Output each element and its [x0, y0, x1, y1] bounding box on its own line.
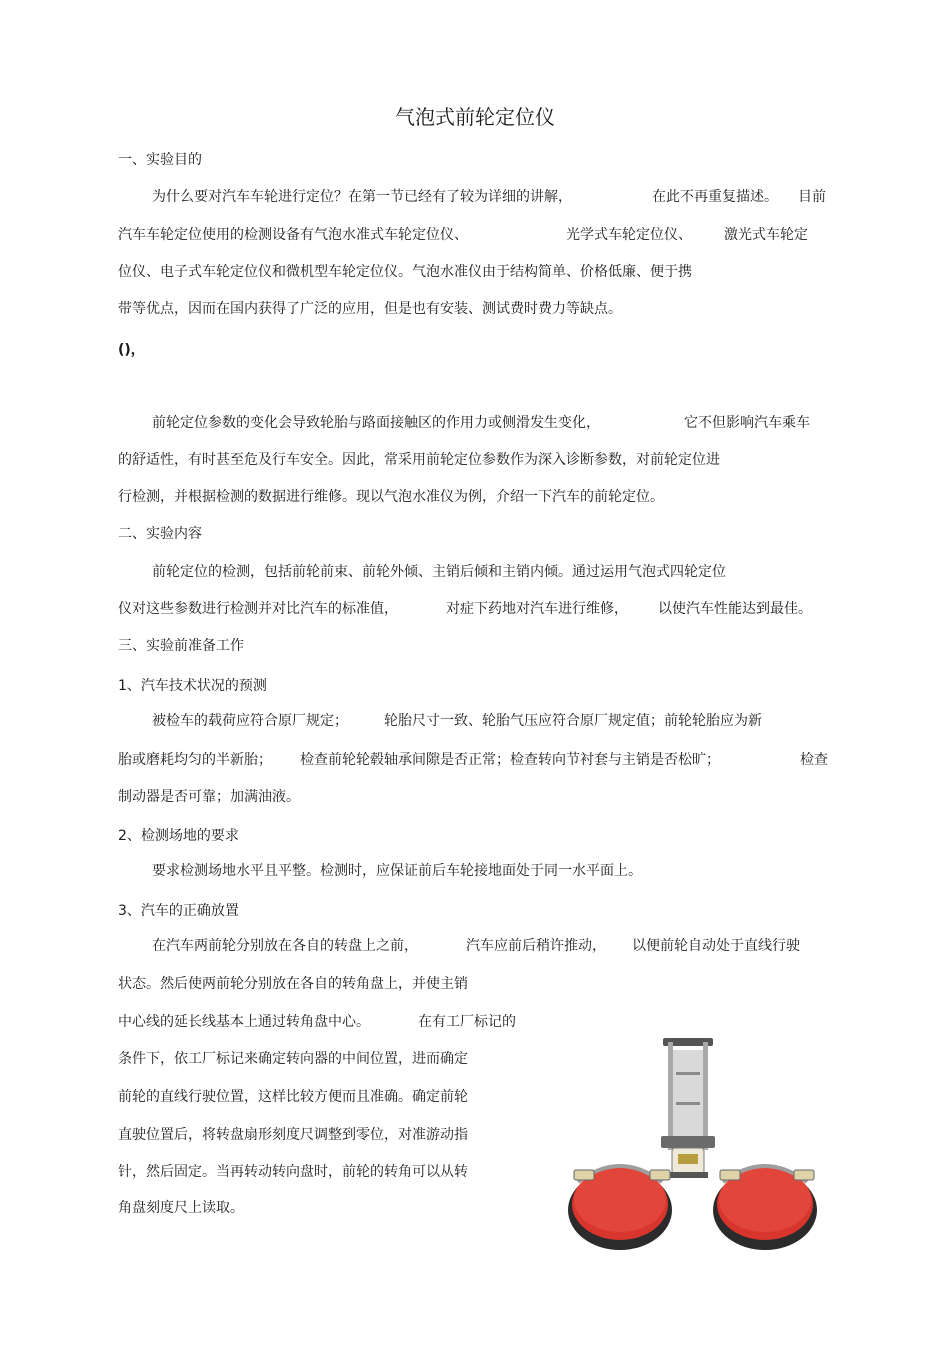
text-line: 在汽车两前轮分别放在各自的转盘上之前，: [152, 938, 418, 954]
text-line: 制动器是否可靠；加满油液。: [118, 789, 300, 805]
text-line: 激光式车轮定: [724, 227, 808, 243]
alignment-instrument-illustration: [560, 1032, 835, 1257]
text-line: 直驶位置后，将转盘扇形刻度尺调整到零位，对准游动指: [118, 1127, 468, 1143]
section-heading: 一、实验目的: [118, 152, 202, 168]
text-line: 以使汽车性能达到最佳。: [658, 601, 812, 617]
text-line: 仪对这些参数进行检测并对比汽车的标准值，: [118, 601, 398, 617]
text-line: 中心线的延长线基本上通过转角盘中心。: [118, 1014, 370, 1030]
text-line: 前轮的直线行驶位置，这样比较方便而且准确。确定前轮: [118, 1089, 468, 1105]
text-line: 汽车应前后稍许推动，: [466, 938, 606, 954]
text-line: 被检车的载荷应符合原厂规定；: [152, 713, 348, 729]
text-line: 的舒适性，有时甚至危及行车安全。因此，常采用前轮定位参数作为深入诊断参数，对前轮定位进: [118, 452, 720, 468]
text-line: 位仪、电子式车轮定位仪和微机型车轮定位仪。气泡水准仪由于结构简单、价格低廉、便于携: [118, 264, 692, 280]
text-line: 以便前轮自动处于直线行驶: [632, 938, 800, 954]
text-line: 针，然后固定。当再转动转向盘时，前轮的转角可以从转: [118, 1164, 468, 1180]
section-heading: 三、实验前准备工作: [118, 638, 244, 654]
instrument-stand: [661, 1038, 715, 1178]
turntable-left: [568, 1166, 672, 1250]
text-line: 目前: [798, 189, 826, 205]
text-line: 前轮定位的检测，包括前轮前束、前轮外倾、主销后倾和主销内倾。通过运用气泡式四轮定位: [152, 564, 726, 580]
text-line: 在此不再重复描述。: [652, 189, 778, 205]
subsection-heading: 1、汽车技术状况的预测: [118, 678, 267, 694]
text-line: 汽车车轮定位使用的检测设备有气泡水准式车轮定位仪、: [118, 227, 468, 243]
section-heading: 二、实验内容: [118, 526, 202, 542]
text-mark: ()，: [118, 342, 145, 358]
text-line: 轮胎尺寸一致、轮胎气压应符合原厂规定值；前轮轮胎应为新: [384, 713, 762, 729]
text-line: 行检测，并根据检测的数据进行维修。现以气泡水准仪为例，介绍一下汽车的前轮定位。: [118, 489, 664, 505]
text-line: 检查: [800, 752, 828, 768]
text-line: 对症下药地对汽车进行维修，: [446, 601, 628, 617]
turntable-right: [713, 1166, 817, 1250]
text-line: 前轮定位参数的变化会导致轮胎与路面接触区的作用力或侧滑发生变化，: [152, 415, 600, 431]
text-line: 状态。然后使两前轮分别放在各自的转角盘上，并使主销: [118, 976, 468, 992]
text-line: 胎或磨耗均匀的半新胎；: [118, 752, 272, 768]
text-line: 在有工厂标记的: [418, 1014, 516, 1030]
text-line: 角盘刻度尺上读取。: [118, 1200, 244, 1216]
text-line: 要求检测场地水平且平整。检测时，应保证前后车轮接地面处于同一水平面上。: [152, 863, 642, 879]
subsection-heading: 3、汽车的正确放置: [118, 903, 239, 919]
text-line: 带等优点，因而在国内获得了广泛的应用，但是也有安装、测试费时费力等缺点。: [118, 301, 622, 317]
text-line: 条件下，依工厂标记来确定转向器的中间位置，进而确定: [118, 1051, 468, 1067]
page-title: 气泡式前轮定位仪: [395, 105, 555, 129]
text-line: 检查前轮轮毂轴承间隙是否正常；检查转向节衬套与主销是否松旷；: [300, 752, 720, 768]
text-line: 它不但影响汽车乘车: [684, 415, 810, 431]
subsection-heading: 2、检测场地的要求: [118, 828, 239, 844]
text-line: 光学式车轮定位仪、: [566, 227, 692, 243]
text-line: 为什么要对汽车车轮进行定位？在第一节已经有了较为详细的讲解，: [152, 189, 572, 205]
